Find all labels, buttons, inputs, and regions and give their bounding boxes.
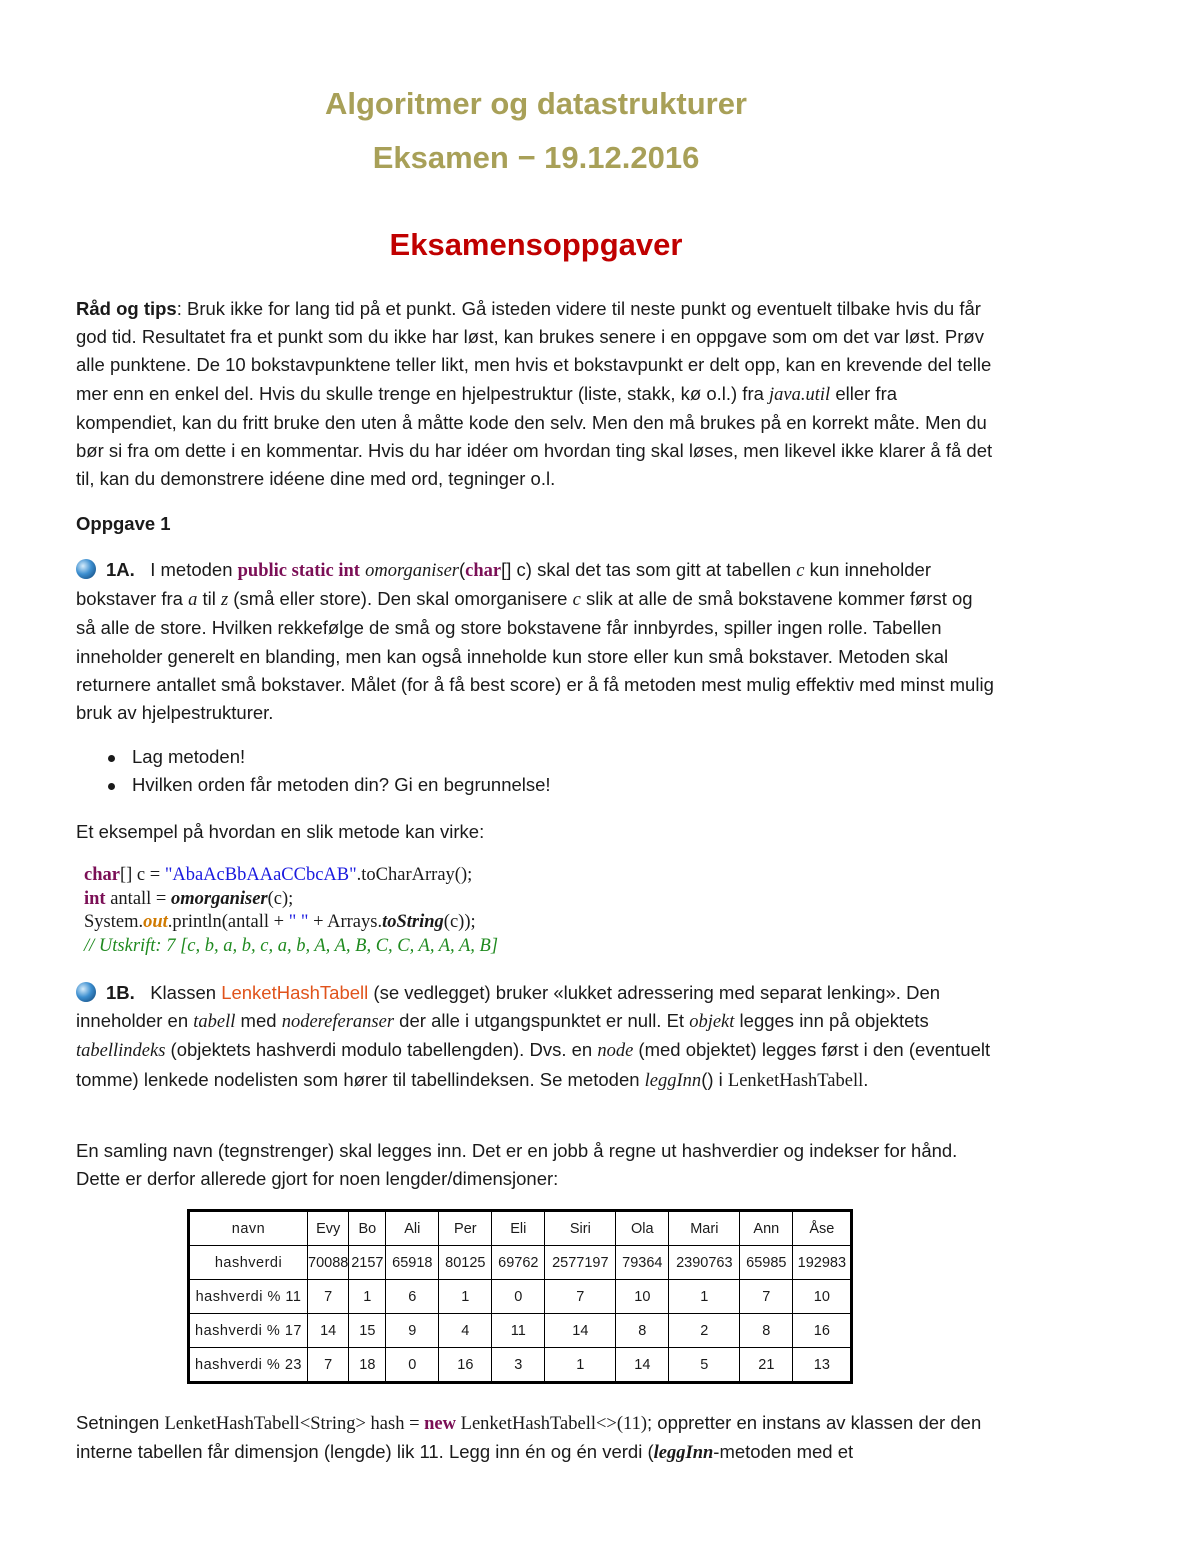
table-cell: 192983 bbox=[793, 1246, 852, 1280]
tips-label: Råd og tips bbox=[76, 298, 177, 319]
list-item: Hvilken orden får metoden din? Gi en begrunnelse! bbox=[76, 771, 551, 799]
table-row bbox=[189, 1211, 852, 1246]
setning-paragraph: Setningen LenketHashTabell<String> hash = new LenketHashTabell<>(11); oppretter en instans av klassen der den interne tabellen får dimensjon (lengde) lik 11. Legg inn én og én verdi (leggInn-metoden med et bbox=[76, 1412, 982, 1464]
table-cell: 7 bbox=[545, 1280, 616, 1314]
table-cell: Åse bbox=[793, 1211, 852, 1246]
table-cell: Per bbox=[439, 1211, 492, 1246]
table-cell: 16 bbox=[793, 1314, 852, 1348]
table-cell: 2157 bbox=[349, 1246, 386, 1280]
list-item: Lag metoden! bbox=[76, 743, 551, 771]
table-cell: 3 bbox=[492, 1348, 545, 1383]
table-cell: 0 bbox=[386, 1348, 439, 1383]
table-row bbox=[189, 1348, 852, 1383]
row-label: hashverdi % 23 bbox=[189, 1348, 308, 1383]
table-cell: 7 bbox=[740, 1280, 793, 1314]
row-label: hashverdi bbox=[189, 1246, 308, 1280]
java-util-ref: java.util bbox=[769, 384, 831, 405]
table-cell: Mari bbox=[669, 1211, 740, 1246]
table-cell: 2 bbox=[669, 1314, 740, 1348]
table-row bbox=[189, 1280, 852, 1314]
row-label: hashverdi % 17 bbox=[189, 1314, 308, 1348]
table-cell: 14 bbox=[616, 1348, 669, 1383]
code-line-2: int antall = omorganiser(c); bbox=[84, 888, 294, 909]
table-cell: Eli bbox=[492, 1211, 545, 1246]
table-cell: 14 bbox=[545, 1314, 616, 1348]
code-comment: // Utskrift: 7 [c, b, a, b, c, a, b, A, A, B, C, C, A, A, A, B] bbox=[84, 935, 499, 956]
table-cell: 14 bbox=[308, 1314, 349, 1348]
tips-paragraph: Råd og tips: Bruk ikke for lang tid på et punkt. Gå isteden videre til neste punkt og eventuelt tilbake hvis du får god tid. Resultatet fra et punkt som du ikke har løst, kan brukes senere i en oppgave som om det var løst. Prøv alle punktene. De 10 bokstavpunktene teller likt, men hvis et bokstavpunkt er delt opp, kan en krevende del telle mer enn en enkel del. Hvis du skulle trenge en hjelpestruktur (liste, stakk, kø o.l.) fra java.util eller fra kompendiet, kan du fritt bruke den uten å måtte kode den selv. Men den må brukes på en korrekt måte. Men du bør si fra om dette i en kommentar. Hvis du har idéer om hvordan ting skal løses, men likevel ikke klarer å få det til, kan du demonstrere idéene dine med ord, tegninger o.l. bbox=[76, 298, 993, 490]
table-cell: 65918 bbox=[386, 1246, 439, 1280]
table-cell: 10 bbox=[793, 1280, 852, 1314]
table-cell: 4 bbox=[439, 1314, 492, 1348]
example-intro: Et eksempel på hvordan en slik metode kan virke: bbox=[76, 821, 485, 842]
bullet-ball-icon bbox=[76, 559, 96, 579]
table-cell: 1 bbox=[349, 1280, 386, 1314]
table-cell: 5 bbox=[669, 1348, 740, 1383]
table-cell: 2390763 bbox=[669, 1246, 740, 1280]
table-cell: 7 bbox=[308, 1348, 349, 1383]
table-cell: 70088 bbox=[308, 1246, 349, 1280]
table-cell: Evy bbox=[308, 1211, 349, 1246]
table-row bbox=[189, 1314, 852, 1348]
table-cell: 9 bbox=[386, 1314, 439, 1348]
table-cell: 1 bbox=[545, 1348, 616, 1383]
course-title: Algoritmer og datastrukturer bbox=[324, 86, 747, 121]
table-cell: Siri bbox=[545, 1211, 616, 1246]
table-cell: 1 bbox=[439, 1280, 492, 1314]
exam-date-title: Eksamen − 19.12.2016 bbox=[372, 140, 700, 175]
oppgave-1-heading: Oppgave 1 bbox=[76, 513, 171, 534]
table-cell: 13 bbox=[793, 1348, 852, 1383]
task-1b-paragraph: 1B. Klassen LenketHashTabell (se vedlegget) bruker «lukket adressering med separat lenking». Den inneholder en tabell med nodereferanser der alle i utgangspunktet er null. Et objekt legges inn på objektets tabellindeks (objektets hashverdi modulo tabellengden). Dvs. en node (med objektet) legges først i den (eventuelt tomme) lenkede nodelisten som hører til tabellindeksen. Se metoden leggInn() i LenketHashTabell. bbox=[76, 982, 991, 1091]
table-cell: 69762 bbox=[492, 1246, 545, 1280]
table-cell: Ola bbox=[616, 1211, 669, 1246]
section-title: Eksamensoppgaver bbox=[389, 227, 683, 262]
method-signature-keywords: public static int bbox=[237, 561, 360, 581]
table-cell: 79364 bbox=[616, 1246, 669, 1280]
table-cell: 21 bbox=[740, 1348, 793, 1383]
table-cell: 6 bbox=[386, 1280, 439, 1314]
table-cell: 8 bbox=[616, 1314, 669, 1348]
table-cell: 65985 bbox=[740, 1246, 793, 1280]
row-label: hashverdi % 11 bbox=[189, 1280, 308, 1314]
names-intro-paragraph: En samling navn (tegnstrenger) skal legges inn. Det er en jobb å regne ut hashverdier og indekser for hånd. Dette er derfor allerede gjort for noen lengder/dimensjoner: bbox=[76, 1140, 958, 1190]
table-cell: 0 bbox=[492, 1280, 545, 1314]
code-line-3: System.out.println(antall + " " + Arrays.toString(c)); bbox=[84, 912, 476, 932]
code-line-1: char[] c = "AbaAcBbAAaCCbcAB".toCharArray(); bbox=[84, 865, 473, 885]
table-row bbox=[189, 1246, 852, 1280]
table-cell: Bo bbox=[349, 1211, 386, 1246]
table-cell: 11 bbox=[492, 1314, 545, 1348]
table-cell: Ann bbox=[740, 1211, 793, 1246]
task-1a-paragraph: 1A. I metoden public static int omorganiser(char[] c) skal det tas som gitt at tabellen c kun inneholder bokstaver fra a til z (små eller store). Den skal omorganisere c slik at alle de små bokstavene kommer først og så alle de store. Hvilken rekkefølge de små og store bokstavene får innbyrdes, spiller ingen rolle. Tabellen inneholder generelt en blanding, men kan også inneholde kun store eller kun små bokstaver. Metoden skal returnere antallet små bokstaver. Målet (for å få best score) er å få metoden mest mulig effektiv med minst mulig bruk av hjelpestrukturer. bbox=[76, 559, 994, 724]
bullet-ball-icon bbox=[76, 982, 96, 1002]
row-label: navn bbox=[189, 1211, 308, 1246]
code-example bbox=[84, 864, 498, 958]
task-1a-label: 1A. bbox=[106, 559, 135, 580]
class-name-link: LenketHashTabell bbox=[221, 982, 369, 1003]
task-1b-label: 1B. bbox=[106, 982, 135, 1003]
table-cell: 16 bbox=[439, 1348, 492, 1383]
task-1a-bullets bbox=[76, 743, 551, 799]
table-cell: 1 bbox=[669, 1280, 740, 1314]
table-cell: 2577197 bbox=[545, 1246, 616, 1280]
table-cell: Ali bbox=[386, 1211, 439, 1246]
table-cell: 7 bbox=[308, 1280, 349, 1314]
table-cell: 18 bbox=[349, 1348, 386, 1383]
table-cell: 10 bbox=[616, 1280, 669, 1314]
table-cell: 80125 bbox=[439, 1246, 492, 1280]
table-cell: 15 bbox=[349, 1314, 386, 1348]
table-cell: 8 bbox=[740, 1314, 793, 1348]
hash-table bbox=[187, 1209, 853, 1384]
